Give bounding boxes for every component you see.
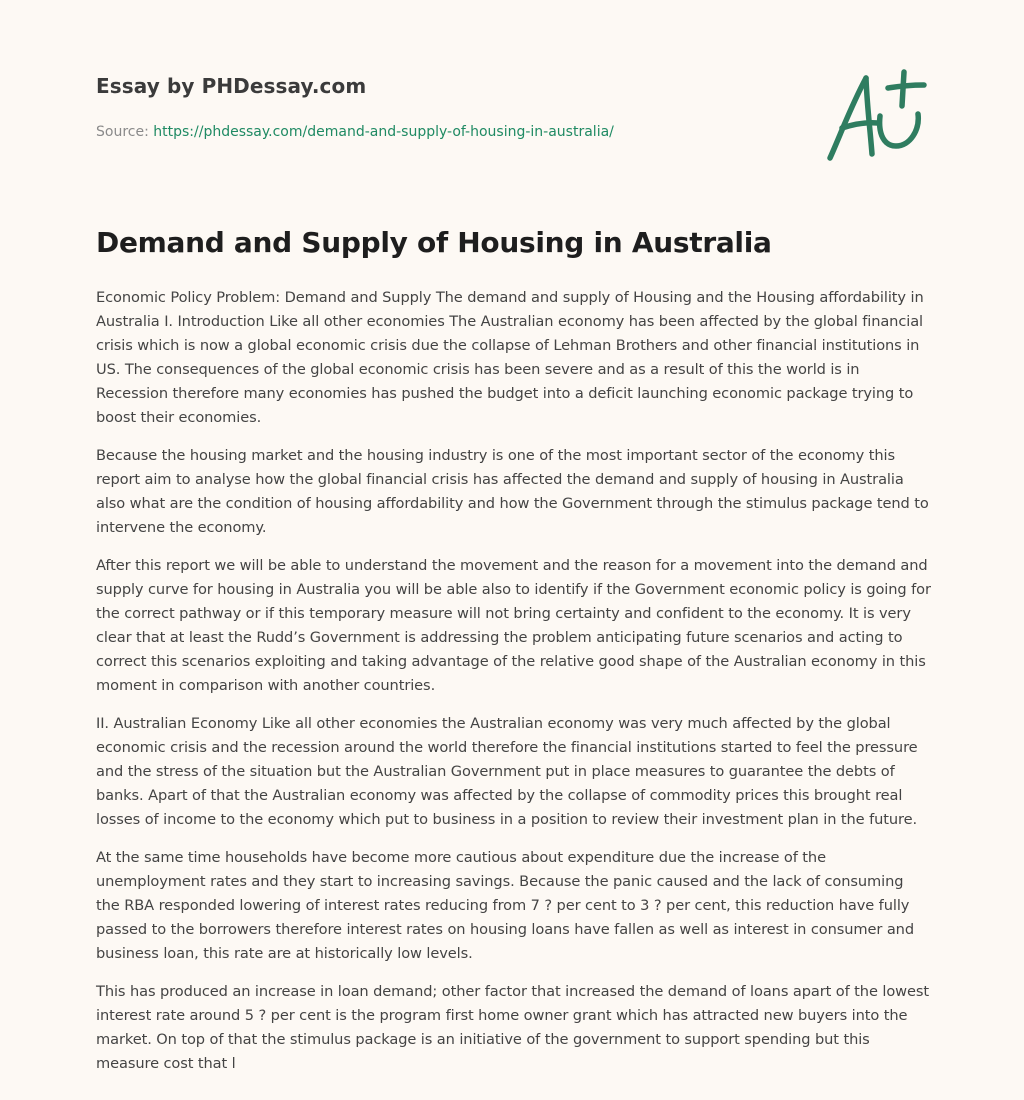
essay-title: Demand and Supply of Housing in Australia — [96, 226, 772, 259]
paragraph: After this report we will be able to understand the movement and the reason for a movement into the demand and supply curve for housing in Australia you will be able also to identify if the Government economic policy is going for the correct pathway or if this temporary measure will not bring certainty and confident to the economy. It is very clear that at least the Rudd’s Government is addressing the problem anticipating future scenarios and acting to correct this scenarios exploiting and taking advantage of the relative good shape of the Australian economy in this moment in comparison with another countries. — [96, 557, 931, 694]
paragraph: II. Australian Economy Like all other economies the Australian economy was very much affected by the global economic crisis and the recession around the world therefore the financial institutions started to feel the pressure and the stress of the situation but the Australian Government put in place measures to guarantee the debts of banks. Apart of that the Australian economy was affected by the collapse of commodity prices this brought real losses of income to the economy which put to business in a position to review their investment plan in the future. — [96, 715, 918, 828]
essay-body — [96, 286, 931, 1090]
source-label: Source: — [96, 124, 149, 140]
paragraph: At the same time households have become more cautious about expenditure due the increase of the unemployment rates and they start to increasing savings. Because the panic caused and the lack of consuming the RBA responded lowering of interest rates reducing from 7 ? per cent to 3 ? per cent, this reduction have fully passed to the borrowers therefore interest rates on housing loans have fallen as well as interest in consumer and business loan, this rate are at historically low levels. — [96, 849, 914, 962]
source-line — [96, 124, 614, 140]
paragraph: Economic Policy Problem: Demand and Supply The demand and supply of Housing and the Housing affordability in Australia I. Introduction Like all other economies The Australian economy has been affected by the global financial crisis which is now a global economic crisis due the collapse of Lehman Brothers and other financial institutions in US. The consequences of the global economic crisis has been severe and as a result of this the world is in Recession therefore many economies has pushed the budget into a deficit launching economic package trying to boost their economies. — [96, 289, 924, 426]
site-brand: Essay by PHDessay.com — [96, 74, 367, 98]
a-plus-grade-icon — [820, 66, 930, 166]
source-link[interactable]: https://phdessay.com/demand-and-supply-of-housing-in-australia/ — [153, 124, 614, 140]
paragraph: Because the housing market and the housing industry is one of the most important sector of the economy this report aim to analyse how the global financial crisis has affected the demand and supply of housing in Australia also what are the condition of housing affordability and how the Government through the stimulus package tend to intervene the economy. — [96, 447, 929, 536]
paragraph: This has produced an increase in loan demand; other factor that increased the demand of loans apart of the lowest interest rate around 5 ? per cent is the program first home owner grant which has attracted new buyers into the market. On top of that the stimulus package is an initiative of the government to support spending but this measure cost that l — [96, 983, 929, 1072]
essay-header — [96, 74, 796, 140]
